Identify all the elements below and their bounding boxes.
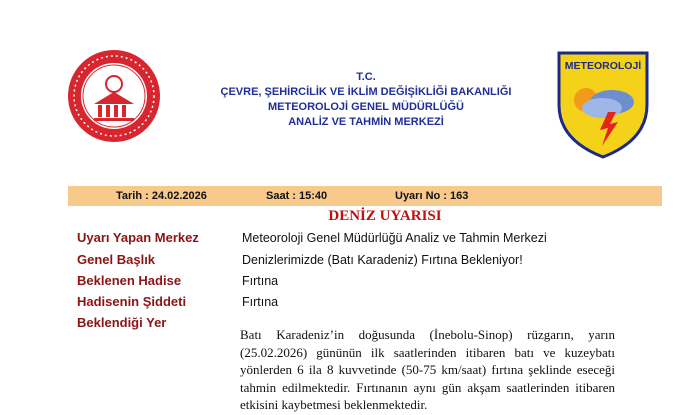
value-event-severity: Fırtına	[242, 295, 279, 309]
header-line-center: ANALİZ VE TAHMİN MERKEZİ	[288, 116, 444, 128]
label-general-title: Genel Başlık	[77, 252, 156, 267]
value-general-title: Denizlerimizde (Batı Karadeniz) Fırtına Bekleniyor!	[242, 253, 523, 267]
ministry-header	[196, 70, 536, 130]
header-line-tc: T.C.	[356, 71, 376, 83]
warning-number-text: Uyarı No : 163	[395, 190, 469, 202]
document-title: DENİZ UYARISI	[328, 208, 442, 224]
value-warning-center: Meteoroloji Genel Müdürlüğü Analiz ve Tahmin Merkezi	[242, 231, 547, 245]
value-expected-event: Fırtına	[242, 274, 279, 288]
label-warning-center: Uyarı Yapan Merkez	[77, 230, 199, 245]
label-expected-event: Beklenen Hadise	[77, 273, 182, 288]
warning-description: Batı Karadeniz’in doğusunda (İnebolu-Sinop) rüzgarın, yarın (25.02.2026) gününün ilk saatlerinden itibaren batı ve kuzeybatı yönlerden 6 ila 8 kuvvetinde (50-75 km/saat) fırtına şeklinde eseceği tahmin edilmektedir. Fırtınanın aynı gün akşam saatlerinden itibaren etkisini kaybetmesi beklenmektedir.	[240, 327, 615, 413]
header-line-directorate: METEOROLOJİ GENEL MÜDÜRLÜĞÜ	[268, 101, 464, 113]
meteoroloji-shield-logo	[556, 50, 650, 160]
label-event-severity: Hadisenin Şiddeti	[77, 294, 187, 309]
ministry-seal-logo	[66, 48, 162, 144]
label-expected-location: Beklendiği Yer	[77, 315, 167, 330]
meteo-logo-text: METEOROLOJİ	[564, 60, 642, 72]
date-text: Tarih : 24.02.2026	[116, 190, 207, 202]
time-text: Saat : 15:40	[266, 190, 328, 202]
header-line-ministry: ÇEVRE, ŞEHİRCİLİK VE İKLİM DEĞİŞİKLİĞİ BAKANLIĞI	[220, 86, 512, 98]
info-bar	[68, 186, 662, 206]
